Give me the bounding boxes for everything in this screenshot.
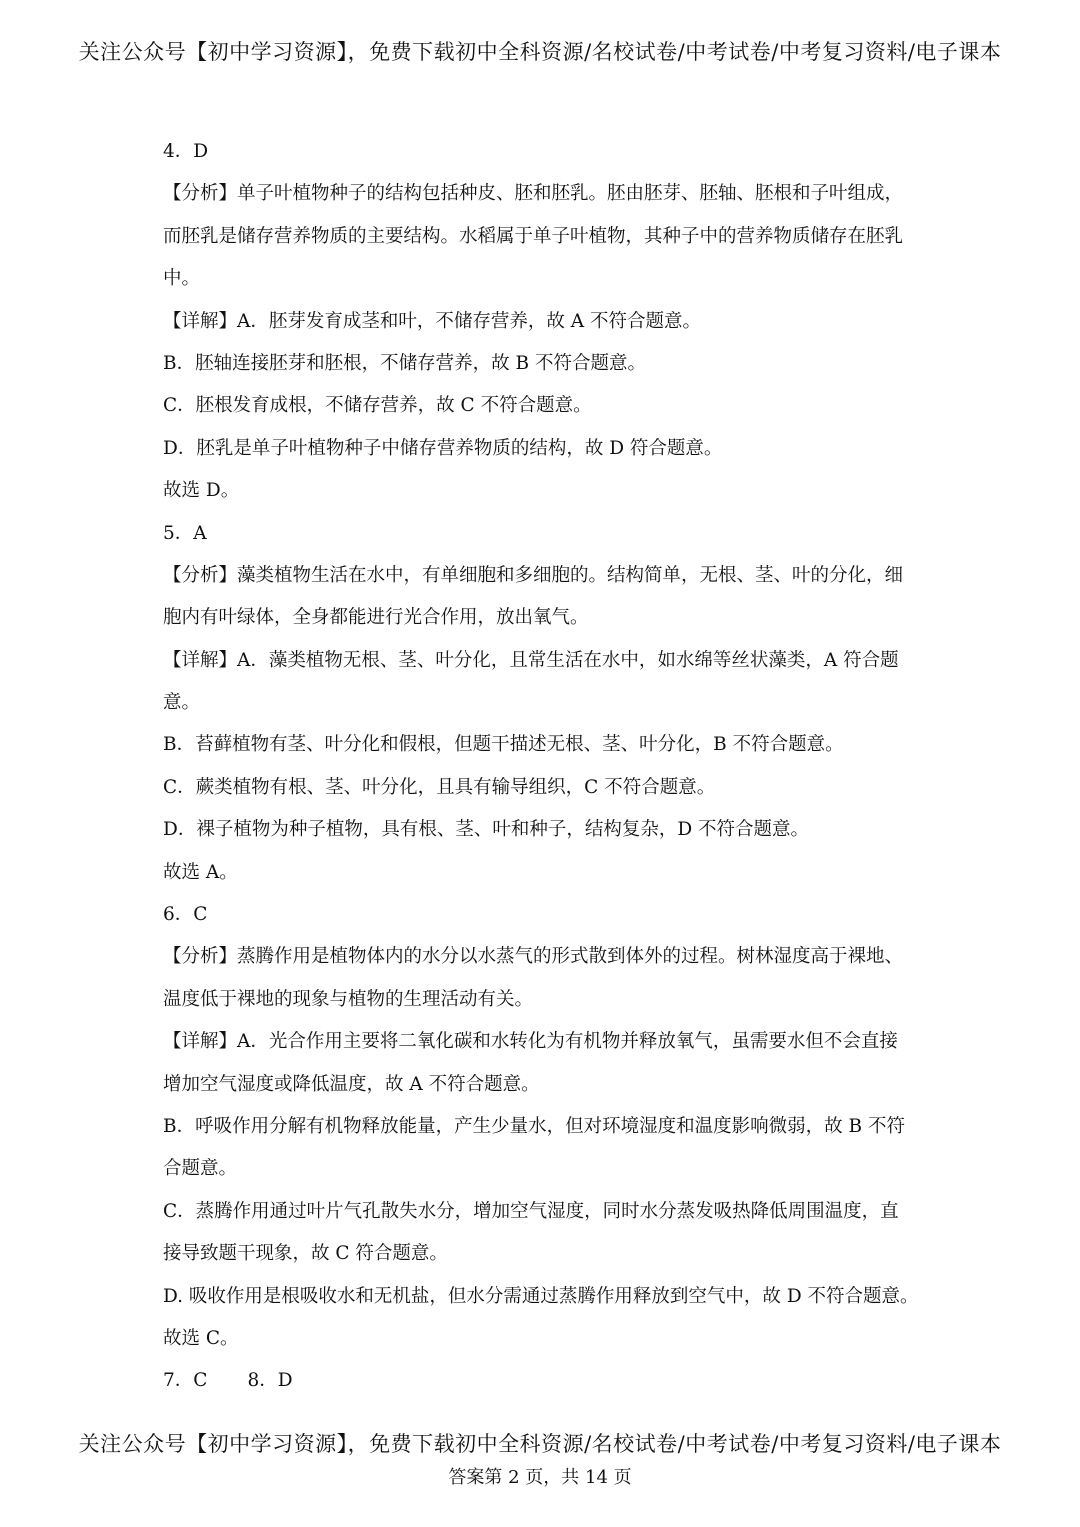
text-line: C．蒸腾作用通过叶片气孔散失水分，增加空气湿度，同时水分蒸发吸热降低周围温度，直 [163, 1200, 899, 1222]
text-line: 中。 [163, 268, 201, 290]
text-line: 【详解】A．光合作用主要将二氧化碳和水转化为有机物并释放氧气，虽需要水但不会直接 [163, 1031, 898, 1053]
text-line: C．胚根发育成根，不储存营养，故 C 不符合题意。 [163, 395, 592, 417]
text-line: B．呼吸作用分解有机物释放能量，产生少量水，但对环境湿度和温度影响微弱，故 B 不符 [163, 1115, 905, 1137]
text-line: B．苔藓植物有茎、叶分化和假根，但题干描述无根、茎、叶分化，B 不符合题意。 [163, 734, 844, 756]
text-line: 5．A [163, 522, 207, 544]
text-line: 【分析】单子叶植物种子的结构包括种皮、胚和胚乳。胚由胚芽、胚轴、胚根和子叶组成， [163, 183, 904, 205]
bottom-banner: 关注公众号【初中学习资源】，免费下载初中全科资源/名校试卷/中考试卷/中考复习资料/电子课本 [78, 1432, 1002, 1456]
text-line: 故选 D。 [163, 480, 240, 502]
top-banner: 关注公众号【初中学习资源】，免费下载初中全科资源/名校试卷/中考试卷/中考复习资料/电子课本 [78, 40, 1002, 64]
text-line: 4．D [163, 141, 209, 162]
text-line: 胞内有叶绿体，全身都能进行光合作用，放出氧气。 [163, 607, 589, 629]
page-number: 答案第 2 页，共 14 页 [448, 1467, 632, 1488]
text-line: 【分析】蒸腾作用是植物体内的水分以水蒸气的形式散到体外的过程。树林湿度高于裸地、 [163, 946, 904, 968]
text-line: C．蕨类植物有根、茎、叶分化，且具有输导组织，C 不符合题意。 [163, 776, 716, 798]
answer-content [163, 131, 933, 1403]
text-line: 意。 [163, 692, 201, 714]
text-line: 增加空气湿度或降低温度，故 A 不符合题意。 [163, 1073, 540, 1095]
text-line: 故选 C。 [163, 1327, 239, 1349]
text-line: 6．C [163, 904, 208, 926]
text-line: D. 吸收作用是根吸收水和无机盐，但水分需通过蒸腾作用释放到空气中，故 D 不符合题意。 [163, 1285, 919, 1307]
text-line: 合题意。 [163, 1158, 238, 1180]
text-line: 【分析】藻类植物生活在水中，有单细胞和多细胞的。结构简单，无根、茎、叶的分化，细 [163, 564, 904, 586]
text-line: 故选 A。 [163, 861, 238, 883]
text-line: D．裸子植物为种子植物，具有根、茎、叶和种子，结构复杂，D 不符合题意。 [163, 819, 810, 841]
answer-7: 7．C [163, 1370, 208, 1392]
text-line: B．胚轴连接胚芽和胚根，不储存营养，故 B 不符合题意。 [163, 352, 646, 374]
text-line: 而胚乳是储存营养物质的主要结构。水稻属于单子叶植物，其种子中的营养物质储存在胚乳 [163, 225, 904, 247]
text-line: 接导致题干现象，故 C 符合题意。 [163, 1243, 448, 1265]
text-line: D．胚乳是单子叶植物种子中储存营养物质的结构，故 D 符合题意。 [163, 437, 723, 459]
answer-line [163, 1360, 933, 1402]
text-line: 【详解】A．藻类植物无根、茎、叶分化，且常生活在水中，如水绵等丝状藻类，A 符合题 [163, 649, 899, 671]
answer-8: 8．D [247, 1370, 293, 1392]
text-line: 温度低于裸地的现象与植物的生理活动有关。 [163, 988, 534, 1010]
text-line: 【详解】A．胚芽发育成茎和叶，不储存营养，故 A 不符合题意。 [163, 310, 701, 332]
